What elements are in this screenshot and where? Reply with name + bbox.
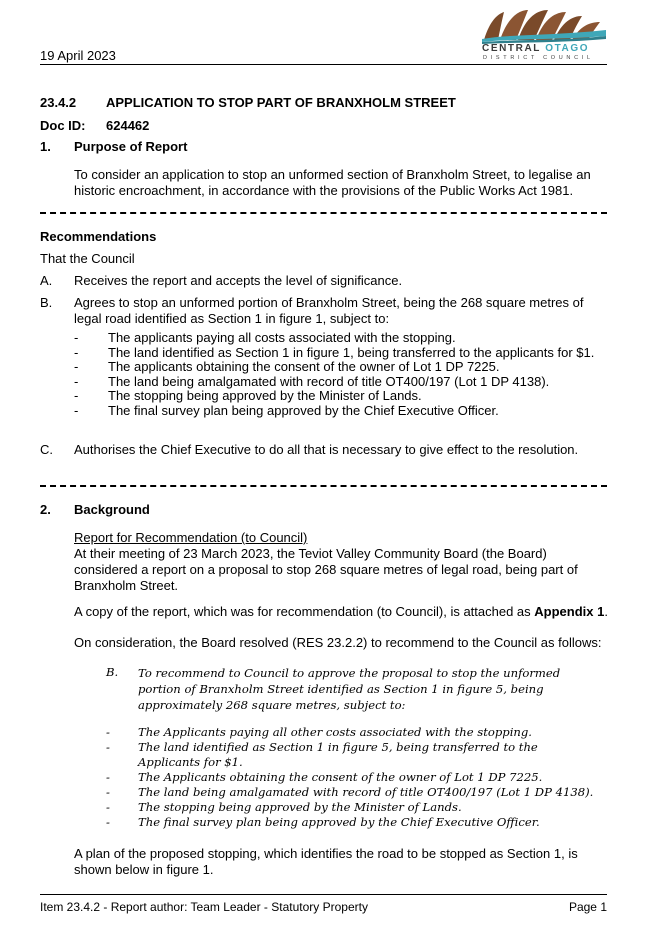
- list-item: - The land identified as Section 1 in figure 5, being transferred to the Applicants for $1.: [106, 740, 538, 769]
- purpose-text: To consider an application to stop an unformed section of Branxholm Street, to legalise an historic encroachment, in accordance with the provisions of the Public Works Act 1981.: [74, 167, 591, 198]
- header-divider: [40, 64, 607, 65]
- list-item: - The Applicants paying all other costs associated with the stopping.: [106, 725, 532, 739]
- footer-divider: [40, 894, 607, 895]
- report-date: 19 April 2023: [40, 48, 116, 63]
- item-number: 23.4.2: [40, 95, 77, 110]
- recommendation-c-text: Authorises the Chief Executive to do all that is necessary to give effect to the resolution.: [74, 442, 579, 457]
- recommendations-heading: Recommendations: [40, 229, 157, 244]
- footer-text: Item 23.4.2 - Report author: Team Leader - Statutory Property: [40, 900, 368, 914]
- background-paragraph-1: At their meeting of 23 March 2023, the Teviot Valley Community Board (the Board) considered a report on a proposal to stop 268 square metres of legal road, being part of Branxholm Street.: [74, 546, 578, 593]
- section-2-number: 2.: [40, 502, 51, 517]
- dashed-divider: [40, 212, 607, 214]
- resolution-quote-letter: B.: [106, 665, 119, 679]
- list-item: - The land being amalgamated with record of title OT400/197 (Lot 1 DP 4138).: [106, 785, 594, 799]
- recommendations-intro: That the Council: [40, 251, 135, 266]
- list-item: - The land identified as Section 1 in figure 1, being transferred to the applicants for $1.: [74, 344, 595, 360]
- section-1-number: 1.: [40, 139, 51, 154]
- dashed-divider: [40, 485, 607, 487]
- list-item: - The Applicants obtaining the consent of the owner of Lot 1 DP 7225.: [106, 770, 543, 784]
- list-item: - The final survey plan being approved by the Chief Executive Officer.: [106, 815, 540, 829]
- recommendation-c-letter: C.: [40, 442, 53, 457]
- background-paragraph-2: A copy of the report, which was for recommendation (to Council), is attached as Appendix 1.: [74, 604, 608, 619]
- item-title: APPLICATION TO STOP PART OF BRANXHOLM STREET: [106, 95, 456, 110]
- list-item: - The applicants paying all costs associated with the stopping.: [74, 330, 456, 345]
- section-2-heading: Background: [74, 502, 150, 517]
- logo-subtitle: DISTRICT COUNCIL: [483, 55, 594, 61]
- recommendation-b-text: Agrees to stop an unformed portion of Branxholm Street, being the 268 square metres of legal road identified as Section 1 in figure 1, subject to:: [74, 295, 584, 326]
- doc-id-value: 624462: [106, 118, 150, 133]
- logo-wordmark: CENTRAL OTAGO: [482, 43, 590, 54]
- recommendation-b-conditions: [74, 331, 608, 419]
- background-paragraph-3: On consideration, the Board resolved (RES 23.2.2) to recommend to the Council as follows:: [74, 635, 602, 650]
- page-number: Page 1: [568, 900, 607, 914]
- recommendation-a-text: Receives the report and accepts the level of significance.: [74, 273, 403, 288]
- recommendation-a-letter: A.: [40, 273, 53, 288]
- list-item: - The land being amalgamated with record of title OT400/197 (Lot 1 DP 4138).: [74, 373, 550, 389]
- background-subheading: Report for Recommendation (to Council): [74, 530, 308, 545]
- section-1-heading: Purpose of Report: [74, 139, 188, 154]
- list-item: - The stopping being approved by the Minister of Lands.: [74, 388, 422, 404]
- resolution-conditions: [106, 725, 596, 830]
- resolution-quote-text: To recommend to Council to approve the proposal to stop the unformed portion of Branxholm Street identified as Section 1 in figure 5, being approximately 268 square metres, subject to:: [138, 666, 561, 712]
- doc-id-label: Doc ID:: [40, 118, 86, 133]
- recommendation-b-letter: B.: [40, 295, 53, 310]
- list-item: - The applicants obtaining the consent of the owner of Lot 1 DP 7225.: [74, 359, 500, 375]
- list-item: - The stopping being approved by the Minister of Lands.: [106, 800, 462, 814]
- list-item: - The final survey plan being approved by the Chief Executive Officer.: [74, 402, 499, 418]
- background-paragraph-4: A plan of the proposed stopping, which identifies the road to be stopped as Section 1, is shown below in figure 1.: [74, 846, 578, 877]
